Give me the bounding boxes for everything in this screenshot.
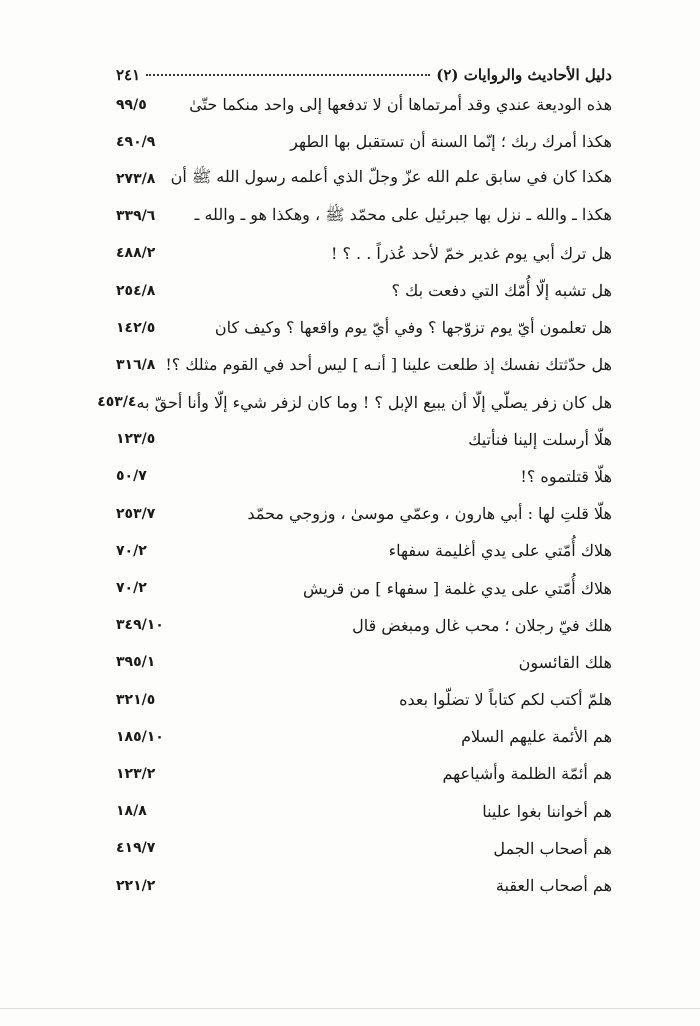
entry-text: هلّا قتلتموه ؟! <box>520 466 612 486</box>
entry-reference: ٤٩٠/٩ <box>116 133 156 150</box>
entry-reference: ٣٢١/٥ <box>116 691 156 708</box>
entry-reference: ٣١٦/٨ <box>116 356 156 373</box>
entry-reference: ٤٨٨/٢ <box>116 245 156 262</box>
index-entry <box>97 384 612 421</box>
index-entry <box>116 495 612 532</box>
entry-text: هم أخواننا بغوا علينا <box>482 801 612 821</box>
entry-text: هكذا ـ والله ـ نزل بها جبرئيل على محمّد ﷺ ، وهكذا هو ـ والله ـ <box>194 204 612 224</box>
entry-text: هم الأئمة عليهم السلام <box>461 727 612 747</box>
entry-text: هلمّ أكتب لكم كتاباً لا تضلّوا بعده <box>399 690 612 710</box>
index-entry <box>116 272 612 309</box>
index-entry <box>116 309 612 346</box>
entry-text: هل ترك أبي يوم غدير خمّ لأحد عُذراً . . ؟ ! <box>330 243 612 263</box>
index-entry <box>116 718 612 755</box>
entry-reference: ٧٠/٢ <box>116 542 147 559</box>
entry-reference: ٢٥٤/٨ <box>116 282 156 299</box>
index-entry <box>116 830 612 867</box>
index-entry <box>116 235 612 272</box>
entry-reference: ٢٢١/٢ <box>116 877 156 894</box>
entry-text: هكذا أمرك ربك ؛ إنّما السنة أن تستقبل بها الطهر <box>290 132 612 152</box>
entry-reference: ٤١٩/٧ <box>116 840 156 857</box>
entry-reference: ١٢٣/٥ <box>116 431 156 448</box>
index-entry <box>116 346 612 383</box>
entry-text: هم أئمّة الظلمة وأشياعهم <box>442 764 612 784</box>
entry-reference: ١٢٣/٢ <box>116 765 156 782</box>
index-entry <box>116 793 612 830</box>
index-entry <box>116 607 612 644</box>
entry-text: هم أصحاب العقبة <box>495 876 612 896</box>
entry-text: هلك فيّ رجلان ؛ محب غال ومبغض قال <box>352 615 612 635</box>
index-entry <box>116 421 612 458</box>
entry-reference: ٢٧٣/٨ <box>116 170 156 187</box>
index-list <box>97 86 612 904</box>
index-entry <box>116 458 612 495</box>
entry-text: هل كان زفر يصلّي إلّا أن يبيع الإبل ؟ ! وما كان لزفر شيء إلّا وأنا أحقّ به <box>136 392 612 412</box>
index-entry <box>116 755 612 792</box>
entry-text: هلاك أُمّتي على يدي أغليمة سفهاء <box>388 541 612 561</box>
entry-reference: ٢٥٣/٧ <box>116 505 156 522</box>
entry-reference: ٣٣٩/٦ <box>116 208 156 225</box>
leader-dots <box>146 74 430 76</box>
index-entry <box>116 123 612 160</box>
entry-reference: ١٨/٨ <box>116 803 147 820</box>
entry-text: هلّا أرسلت إلينا فنأتيك <box>468 429 612 449</box>
entry-reference: ٣٩٥/١ <box>116 654 156 671</box>
page-edge-line <box>0 1008 700 1009</box>
entry-text: هلّا قلتِ لها : أبي هارون ، وعمّي موسىٰ ، وزوجي محمّد <box>247 504 612 524</box>
entry-text: هل حدّثتك نفسك إذ طلعت علينا [ أنـه ] ليس أحد في القوم مثلك ؟! <box>165 355 612 375</box>
entry-reference: ٥٠/٧ <box>116 468 147 485</box>
index-entry <box>116 198 612 235</box>
entry-text: هل تعلمون أيّ يوم تزوّجها ؟ وفي أيّ يوم واقعها ؟ وكيف كان <box>214 318 612 338</box>
index-entry <box>116 867 612 904</box>
entry-text: هذه الوديعة عندي وقد أمرتماها أن لا تدفعها إلى واحد منكما حتّىٰ <box>189 95 612 115</box>
index-entry <box>116 532 612 569</box>
entry-text: هم أصحاب الجمل <box>493 838 612 858</box>
entry-text: هلك القائسون <box>518 652 612 672</box>
entry-reference: ٧٠/٢ <box>116 580 147 597</box>
entry-reference: ٩٩/٥ <box>116 96 147 113</box>
index-entry <box>116 681 612 718</box>
entry-reference: ٤٥٣/٤ <box>97 394 137 411</box>
index-entry <box>116 160 612 197</box>
entry-reference: ١٨٥/١٠ <box>116 728 164 745</box>
book-title: دليل الأحاديث والروايات (٢) <box>436 66 612 84</box>
entry-reference: ١٤٢/٥ <box>116 319 156 336</box>
entry-text: هلاك أُمّتي على يدي غلمة [ سفهاء ] من قريش <box>302 578 612 598</box>
entry-reference: ٣٤٩/١٠ <box>116 617 164 634</box>
entry-text: هل تشبه إلّا أُمّك التي دفعت بك ؟ <box>391 281 612 301</box>
entry-text: هكذا كان في سابق علم الله عزّ وجلّ الذي أعلمه رسول الله ﷺ أن <box>170 167 612 187</box>
index-entry <box>116 86 612 123</box>
index-entry <box>116 644 612 681</box>
page-number: ٢٤١ <box>116 66 141 84</box>
index-entry <box>116 569 612 606</box>
